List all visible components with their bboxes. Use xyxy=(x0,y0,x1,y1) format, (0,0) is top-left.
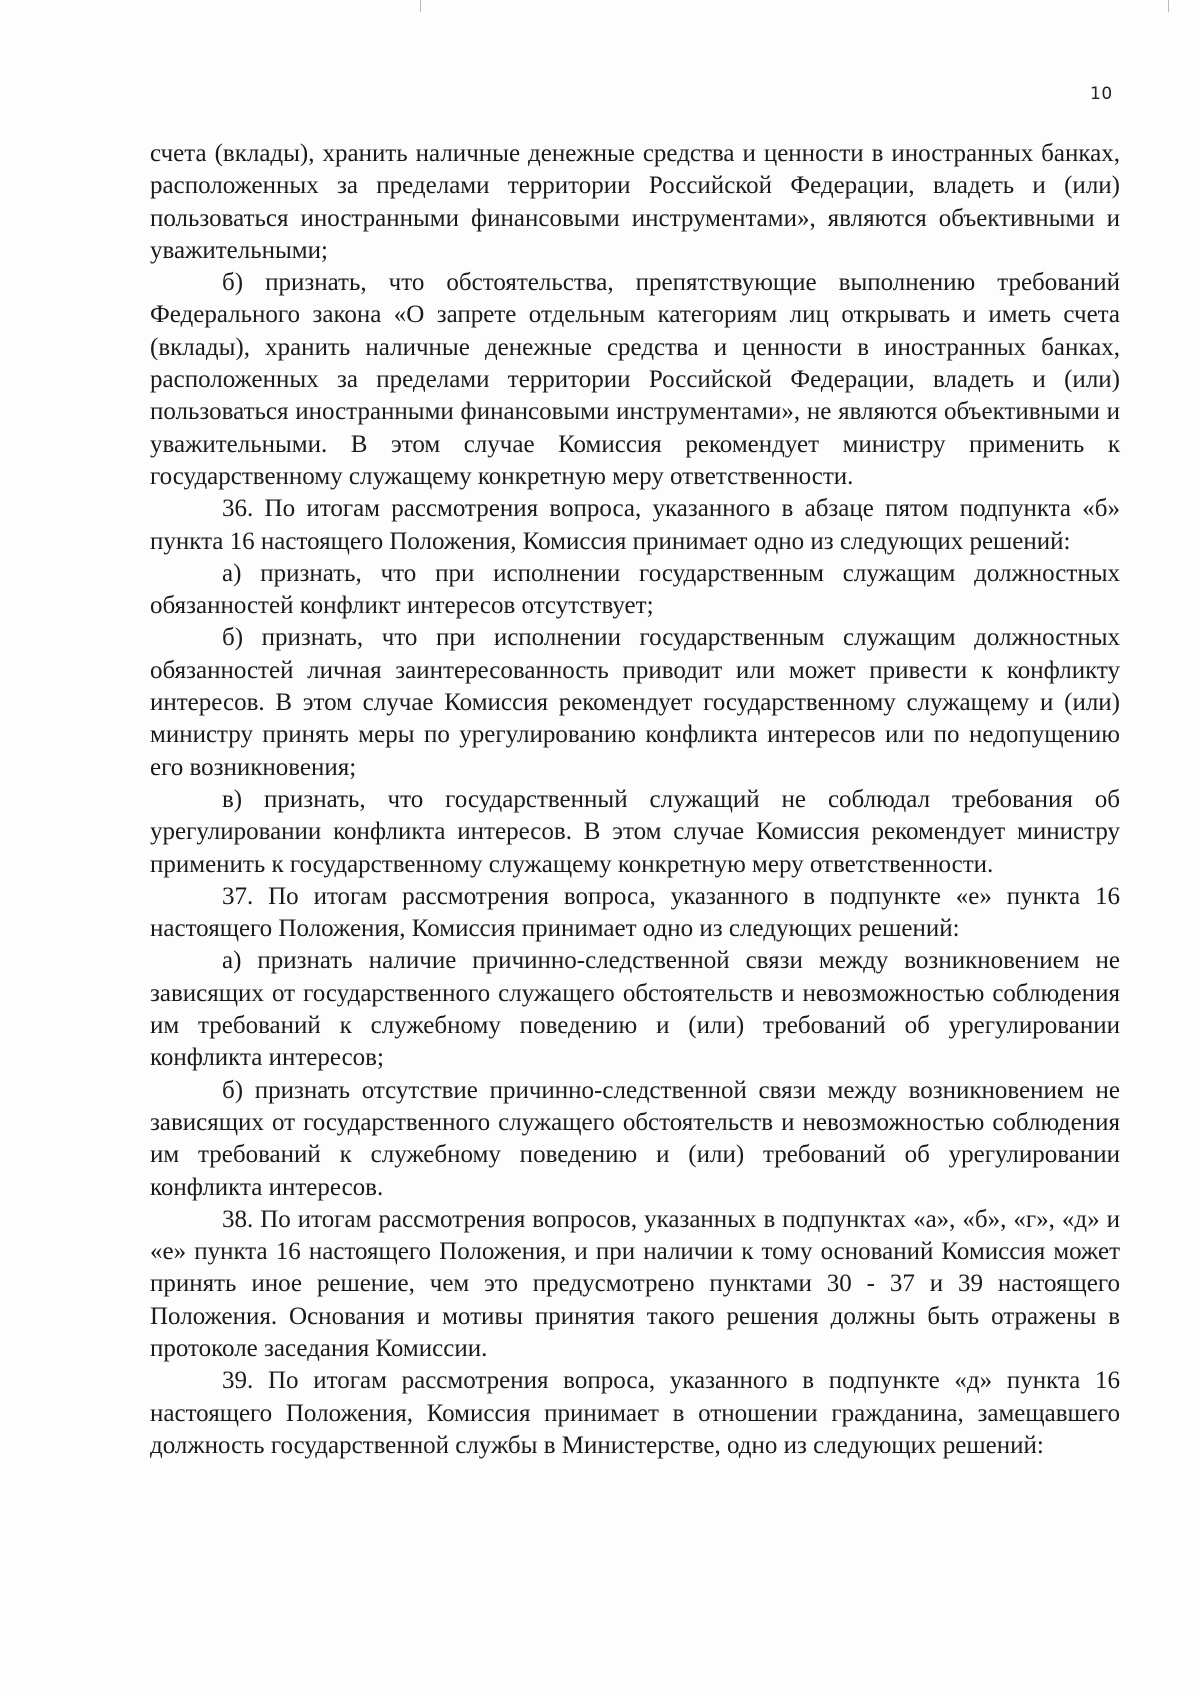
page-number: 10 xyxy=(1090,84,1113,104)
paragraph-subitem-a: а) признать наличие причинно-следственной связи между возникновением не зависящих от государственного служащего обстоятельств и невозможностью соблюдения им требований к служебному поведению и (или) требований об урегулировании конфликта интересов; xyxy=(150,947,1120,1072)
scan-edge-mark xyxy=(420,0,421,12)
paragraph-clause-36: 36. По итогам рассмотрения вопроса, указанного в абзаце пятом подпункта «б» пункта 16 настоящего Положения, Комиссия принимает одно из следующих решений: xyxy=(150,495,1120,555)
paragraph-subitem-b: б) признать отсутствие причинно-следственной связи между возникновением не зависящих от государственного служащего обстоятельств и невозможностью соблюдения им требований к служебному поведению и (или) требований об урегулировании конфликта интересов. xyxy=(150,1076,1120,1201)
paragraph-subitem-a: а) признать, что при исполнении государственным служащим должностных обязанностей конфликт интересов отсутствует; xyxy=(150,559,1120,620)
paragraph-continuation: счета (вклады), хранить наличные денежные средства и ценности в иностранных банках, расположенных за пределами территории Российской Федерации, владеть и (или) пользоваться иностранными финансовыми инструментами», являются объективными и уважительными; xyxy=(150,140,1120,264)
paragraph-subitem-b: б) признать, что обстоятельства, препятствующие выполнению требований Федерального закона «О запрете отдельным категориям лиц открывать и иметь счета (вклады), хранить наличные денежные средства и ценности в иностранных банках, расположенных за пределами территории Российской Федерации, владеть и (или) пользоваться иностранными финансовыми инструментами», не являются объективными и уважительными. В этом случае Комиссия рекомендует министру применить к государственному служащему конкретную меру ответственности. xyxy=(150,269,1120,490)
paragraph-clause-37: 37. По итогам рассмотрения вопроса, указанного в подпункте «е» пункта 16 настоящего Положения, Комиссия принимает одно из следующих решений: xyxy=(150,882,1120,943)
scan-edge-mark xyxy=(1168,0,1169,12)
paragraph-clause-38: 38. По итогам рассмотрения вопросов, указанных в подпунктах «а», «б», «г», «д» и «е» пункта 16 настоящего Положения, и при наличии к тому оснований Комиссия может принять иное решение, чем это предусмотрено пунктами 30 - 37 и 39 настоящего Положения. Основания и мотивы принятия такого решения должны быть отражены в протоколе заседания Комиссии. xyxy=(150,1205,1120,1362)
paragraph-subitem-v: в) признать, что государственный служащий не соблюдал требования об урегулировании конфликта интересов. В этом случае Комиссия рекомендует министру применить к государственному служащему конкретную меру ответственности. xyxy=(150,785,1120,878)
paragraph-clause-39: 39. По итогам рассмотрения вопроса, указанного в подпункте «д» пункта 16 настоящего Положения, Комиссия принимает в отношении гражданина, замещавшего должность государственной службы в Министерстве, одно из следующих решений: xyxy=(150,1367,1120,1459)
document-body xyxy=(150,138,1120,1462)
paragraph-subitem-b: б) признать, что при исполнении государственным служащим должностных обязанностей личная заинтересованность приводит или может привести к конфликту интересов. В этом случае Комиссия рекомендует государственному служащему и (или) министру принять меры по урегулированию конфликта интересов или по недопущению его возникновения; xyxy=(150,624,1120,781)
